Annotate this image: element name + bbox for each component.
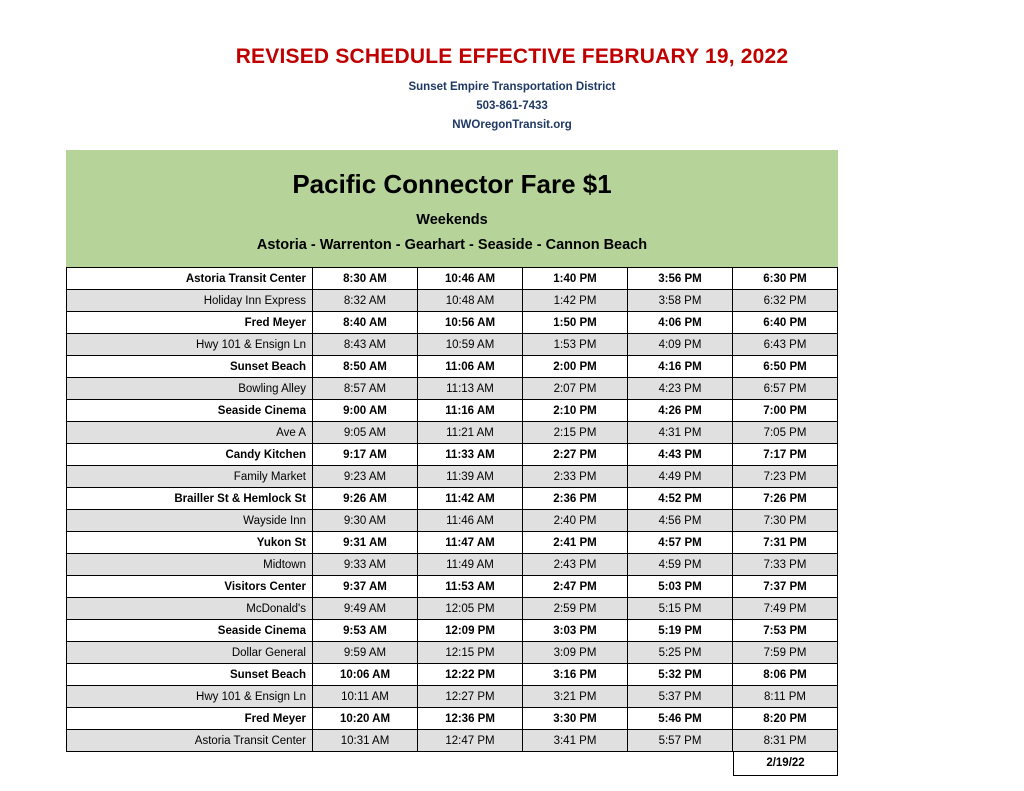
departure-time-cell: 2:07 PM: [523, 378, 628, 400]
departure-time-cell: 9:31 AM: [313, 532, 418, 554]
departure-time-cell: 8:30 AM: [313, 268, 418, 290]
service-days-label: Weekends: [416, 211, 488, 228]
departure-time-cell: 2:43 PM: [523, 554, 628, 576]
departure-time-cell: 9:05 AM: [313, 422, 418, 444]
route-banner: [66, 150, 838, 269]
departure-time-cell: 5:19 PM: [628, 620, 733, 642]
departure-time-cell: 8:31 PM: [733, 730, 838, 752]
departure-time-cell: 8:20 PM: [733, 708, 838, 730]
table-row: [67, 290, 838, 312]
departure-time-cell: 7:17 PM: [733, 444, 838, 466]
departure-time-cell: 4:52 PM: [628, 488, 733, 510]
departure-time-cell: 9:26 AM: [313, 488, 418, 510]
table-row: [67, 422, 838, 444]
departure-time-cell: 9:49 AM: [313, 598, 418, 620]
table-row: [67, 686, 838, 708]
departure-time-cell: 7:31 PM: [733, 532, 838, 554]
departure-time-cell: 3:03 PM: [523, 620, 628, 642]
revision-date: 2/19/22: [733, 752, 838, 776]
departure-time-cell: 11:42 AM: [418, 488, 523, 510]
route-fare-title: Pacific Connector Fare $1: [292, 169, 612, 199]
departure-time-cell: 6:43 PM: [733, 334, 838, 356]
departure-time-cell: 7:23 PM: [733, 466, 838, 488]
stop-name-cell: Midtown: [67, 554, 313, 576]
departure-time-cell: 11:53 AM: [418, 576, 523, 598]
departure-time-cell: 6:40 PM: [733, 312, 838, 334]
departure-time-cell: 6:30 PM: [733, 268, 838, 290]
departure-time-cell: 11:47 AM: [418, 532, 523, 554]
table-row: [67, 312, 838, 334]
departure-time-cell: 2:27 PM: [523, 444, 628, 466]
table-row: [67, 356, 838, 378]
departure-time-cell: 12:27 PM: [418, 686, 523, 708]
departure-time-cell: 11:46 AM: [418, 510, 523, 532]
departure-time-cell: 12:47 PM: [418, 730, 523, 752]
departure-time-cell: 7:05 PM: [733, 422, 838, 444]
departure-time-cell: 4:09 PM: [628, 334, 733, 356]
departure-time-cell: 2:47 PM: [523, 576, 628, 598]
departure-time-cell: 1:50 PM: [523, 312, 628, 334]
departure-time-cell: 3:21 PM: [523, 686, 628, 708]
departure-time-cell: 7:30 PM: [733, 510, 838, 532]
table-row: [67, 466, 838, 488]
departure-time-cell: 7:00 PM: [733, 400, 838, 422]
stop-name-cell: Fred Meyer: [67, 708, 313, 730]
departure-time-cell: 3:56 PM: [628, 268, 733, 290]
table-row: [67, 268, 838, 290]
departure-time-cell: 7:53 PM: [733, 620, 838, 642]
departure-time-cell: 9:23 AM: [313, 466, 418, 488]
departure-time-cell: 10:06 AM: [313, 664, 418, 686]
table-row: [67, 510, 838, 532]
departure-time-cell: 3:16 PM: [523, 664, 628, 686]
stop-name-cell: Yukon St: [67, 532, 313, 554]
table-row: [67, 554, 838, 576]
departure-time-cell: 11:06 AM: [418, 356, 523, 378]
departure-time-cell: 9:33 AM: [313, 554, 418, 576]
departure-time-cell: 5:46 PM: [628, 708, 733, 730]
departure-time-cell: 2:59 PM: [523, 598, 628, 620]
table-row: [67, 620, 838, 642]
table-row: [67, 400, 838, 422]
departure-time-cell: 5:03 PM: [628, 576, 733, 598]
departure-time-cell: 4:57 PM: [628, 532, 733, 554]
stop-name-cell: Candy Kitchen: [67, 444, 313, 466]
stop-name-cell: Astoria Transit Center: [67, 730, 313, 752]
departure-time-cell: 7:26 PM: [733, 488, 838, 510]
stop-name-cell: Sunset Beach: [67, 664, 313, 686]
departure-time-cell: 4:49 PM: [628, 466, 733, 488]
departure-time-cell: 5:37 PM: [628, 686, 733, 708]
departure-time-cell: 8:43 AM: [313, 334, 418, 356]
departure-time-cell: 2:15 PM: [523, 422, 628, 444]
departure-time-cell: 12:22 PM: [418, 664, 523, 686]
table-row: [67, 444, 838, 466]
agency-website[interactable]: NWOregonTransit.org: [452, 118, 572, 131]
departure-time-cell: 6:50 PM: [733, 356, 838, 378]
stop-name-cell: Hwy 101 & Ensign Ln: [67, 334, 313, 356]
agency-info: [0, 79, 1024, 134]
stop-name-cell: Dollar General: [67, 642, 313, 664]
departure-time-cell: 9:17 AM: [313, 444, 418, 466]
departure-time-cell: 10:48 AM: [418, 290, 523, 312]
departure-time-cell: 1:53 PM: [523, 334, 628, 356]
departure-time-cell: 11:16 AM: [418, 400, 523, 422]
departure-time-cell: 2:10 PM: [523, 400, 628, 422]
departure-time-cell: 11:33 AM: [418, 444, 523, 466]
table-row: [67, 730, 838, 752]
departure-time-cell: 9:37 AM: [313, 576, 418, 598]
schedule-table-wrap: [66, 267, 838, 776]
departure-time-cell: 2:41 PM: [523, 532, 628, 554]
stop-name-cell: Fred Meyer: [67, 312, 313, 334]
departure-time-cell: 5:25 PM: [628, 642, 733, 664]
departure-time-cell: 7:37 PM: [733, 576, 838, 598]
departure-time-cell: 11:39 AM: [418, 466, 523, 488]
departure-time-cell: 3:30 PM: [523, 708, 628, 730]
departure-time-cell: 5:32 PM: [628, 664, 733, 686]
schedule-table: [66, 267, 838, 752]
departure-time-cell: 9:00 AM: [313, 400, 418, 422]
departure-time-cell: 11:21 AM: [418, 422, 523, 444]
document-header: [0, 0, 1024, 135]
table-row: [67, 488, 838, 510]
departure-time-cell: 6:32 PM: [733, 290, 838, 312]
departure-time-cell: 8:32 AM: [313, 290, 418, 312]
route-stops-label: Astoria - Warrenton - Gearhart - Seaside - Cannon Beach: [256, 236, 648, 253]
departure-time-cell: 5:57 PM: [628, 730, 733, 752]
departure-time-cell: 3:58 PM: [628, 290, 733, 312]
table-row: [67, 598, 838, 620]
stop-name-cell: Seaside Cinema: [67, 400, 313, 422]
stop-name-cell: Visitors Center: [67, 576, 313, 598]
stop-name-cell: Wayside Inn: [67, 510, 313, 532]
departure-time-cell: 4:56 PM: [628, 510, 733, 532]
departure-time-cell: 1:40 PM: [523, 268, 628, 290]
agency-phone: 503-861-7433: [476, 100, 548, 112]
stop-name-cell: Seaside Cinema: [67, 620, 313, 642]
departure-time-cell: 8:11 PM: [733, 686, 838, 708]
table-row: [67, 708, 838, 730]
table-row: [67, 664, 838, 686]
table-row: [67, 532, 838, 554]
departure-time-cell: 10:56 AM: [418, 312, 523, 334]
departure-time-cell: 9:59 AM: [313, 642, 418, 664]
stop-name-cell: Sunset Beach: [67, 356, 313, 378]
departure-time-cell: 2:36 PM: [523, 488, 628, 510]
departure-time-cell: 10:31 AM: [313, 730, 418, 752]
departure-time-cell: 7:33 PM: [733, 554, 838, 576]
departure-time-cell: 4:59 PM: [628, 554, 733, 576]
table-row: [67, 378, 838, 400]
departure-time-cell: 2:40 PM: [523, 510, 628, 532]
departure-time-cell: 12:09 PM: [418, 620, 523, 642]
departure-time-cell: 3:41 PM: [523, 730, 628, 752]
departure-time-cell: 4:43 PM: [628, 444, 733, 466]
stop-name-cell: Brailler St & Hemlock St: [67, 488, 313, 510]
departure-time-cell: 6:57 PM: [733, 378, 838, 400]
stop-name-cell: Hwy 101 & Ensign Ln: [67, 686, 313, 708]
departure-time-cell: 10:11 AM: [313, 686, 418, 708]
departure-time-cell: 1:42 PM: [523, 290, 628, 312]
departure-time-cell: 8:40 AM: [313, 312, 418, 334]
departure-time-cell: 7:59 PM: [733, 642, 838, 664]
departure-time-cell: 3:09 PM: [523, 642, 628, 664]
departure-time-cell: 10:20 AM: [313, 708, 418, 730]
page-title: REVISED SCHEDULE EFFECTIVE FEBRUARY 19, 2022: [235, 45, 789, 68]
departure-time-cell: 5:15 PM: [628, 598, 733, 620]
departure-time-cell: 8:06 PM: [733, 664, 838, 686]
departure-time-cell: 4:23 PM: [628, 378, 733, 400]
stop-name-cell: Family Market: [67, 466, 313, 488]
table-row: [67, 642, 838, 664]
departure-time-cell: 2:00 PM: [523, 356, 628, 378]
agency-name: Sunset Empire Transportation District: [408, 81, 616, 94]
departure-time-cell: 8:57 AM: [313, 378, 418, 400]
departure-time-cell: 4:06 PM: [628, 312, 733, 334]
departure-time-cell: 2:33 PM: [523, 466, 628, 488]
departure-time-cell: 4:16 PM: [628, 356, 733, 378]
stop-name-cell: Bowling Alley: [67, 378, 313, 400]
stop-name-cell: Astoria Transit Center: [67, 268, 313, 290]
departure-time-cell: 4:31 PM: [628, 422, 733, 444]
stop-name-cell: McDonald's: [67, 598, 313, 620]
departure-time-cell: 12:36 PM: [418, 708, 523, 730]
departure-time-cell: 4:26 PM: [628, 400, 733, 422]
departure-time-cell: 10:59 AM: [418, 334, 523, 356]
departure-time-cell: 9:30 AM: [313, 510, 418, 532]
departure-time-cell: 11:49 AM: [418, 554, 523, 576]
departure-time-cell: 12:05 PM: [418, 598, 523, 620]
departure-time-cell: 10:46 AM: [418, 268, 523, 290]
departure-time-cell: 11:13 AM: [418, 378, 523, 400]
table-row: [67, 576, 838, 598]
departure-time-cell: 7:49 PM: [733, 598, 838, 620]
departure-time-cell: 9:53 AM: [313, 620, 418, 642]
table-row: [67, 334, 838, 356]
stop-name-cell: Ave A: [67, 422, 313, 444]
stop-name-cell: Holiday Inn Express: [67, 290, 313, 312]
departure-time-cell: 8:50 AM: [313, 356, 418, 378]
departure-time-cell: 12:15 PM: [418, 642, 523, 664]
revision-date-row: [66, 752, 838, 776]
